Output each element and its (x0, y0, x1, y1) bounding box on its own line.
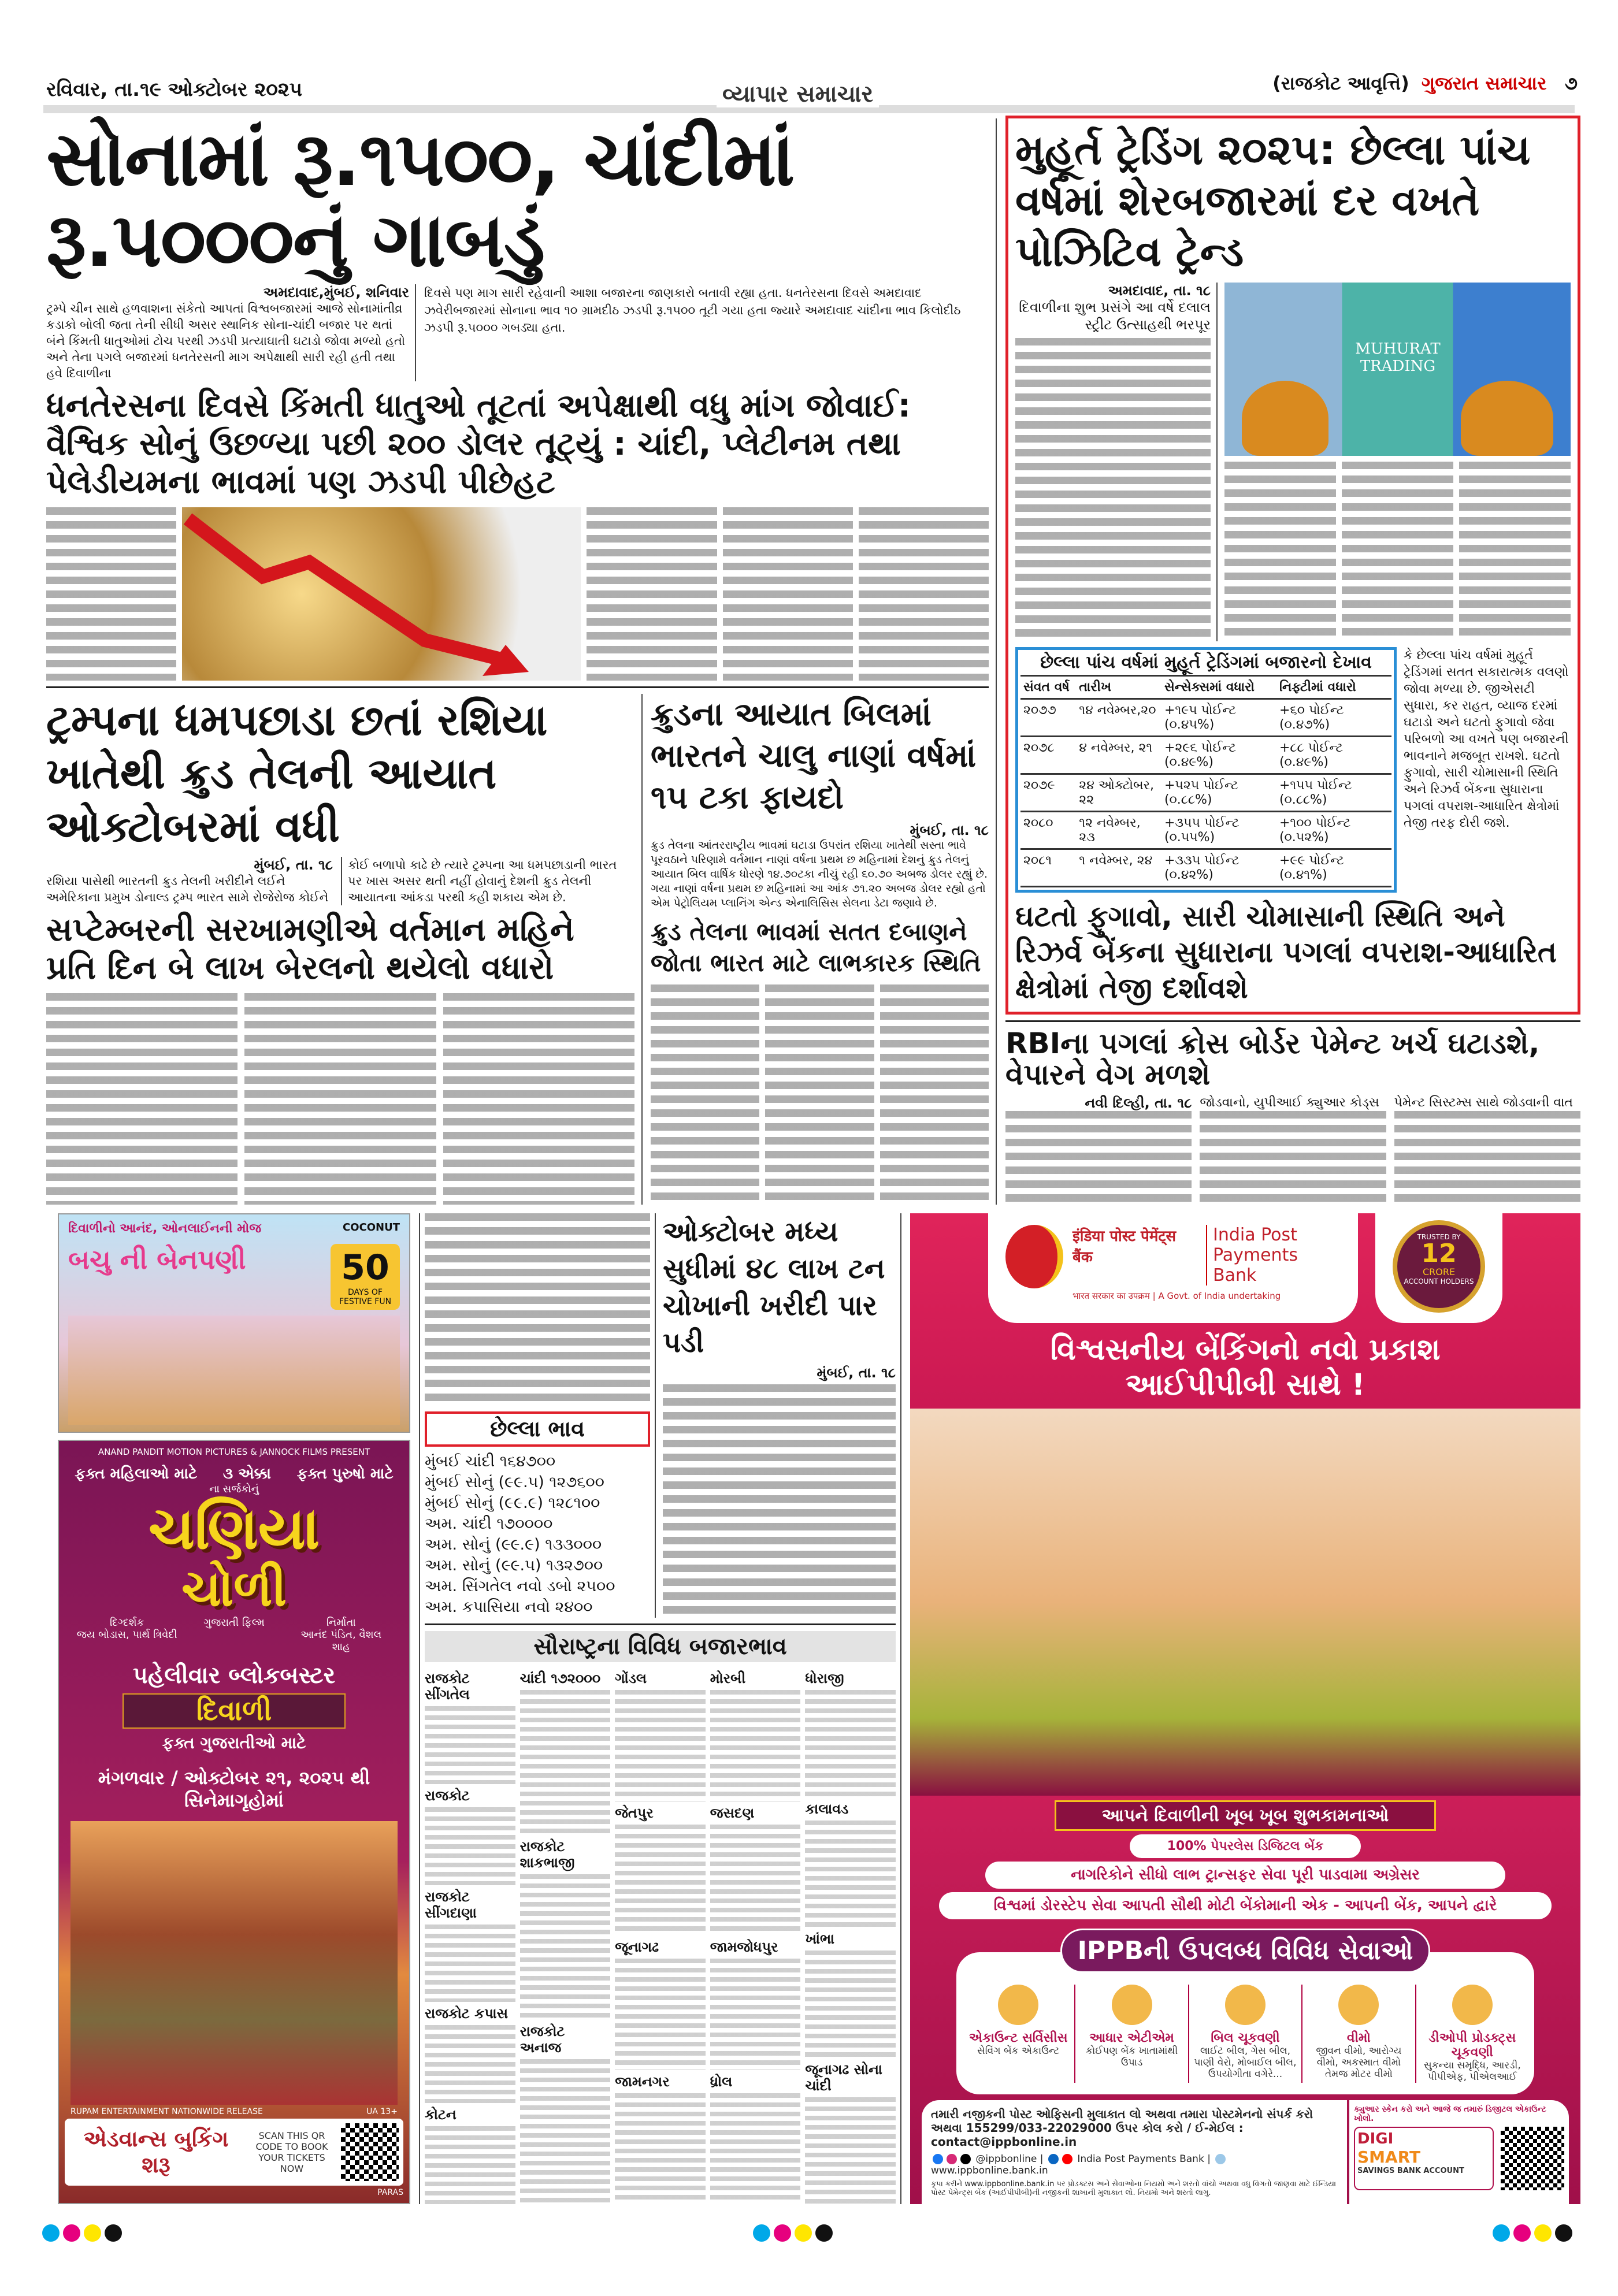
market-name: રાજકોટ શાકભાજી (519, 1838, 575, 1871)
color-registration-marks (40, 2224, 124, 2242)
market-name: ધોરાજી (805, 1670, 844, 1686)
social-row: @ippbonline | India Post Payments Bank | www.ippbonline.bank.in (931, 2153, 1338, 2176)
service-icon (1338, 1985, 1379, 2025)
globe-icon (1215, 2154, 1226, 2164)
ippb-logo-panel (988, 1213, 1358, 1323)
digi-text: DIGI (1357, 2130, 1394, 2148)
ippb-ad[interactable] (910, 1213, 1580, 2204)
trump-crude-lead-2: કોઈ બળાપો કાઢે છે ત્યારે ટ્રમ્પના આ ધમપછાડાની ભારત પર ખાસ અસર થતી નહીં હોવાનું દેશની ક્રુડ તેલની આયાતના આંકડા પરથી કહી શકાય એમ છે. (341, 857, 634, 905)
blockbuster-text: પહેલીવાર બ્લોકબસ્ટર (132, 1662, 336, 1689)
text-column (1005, 1111, 1192, 1205)
services-panel (956, 1952, 1534, 2094)
savings-text: SAVINGS BANK ACCOUNT (1357, 2167, 1464, 2175)
market-name: રાજકોટ સીંગદાણા (425, 1888, 477, 1921)
market-name: જસદણ (710, 1804, 755, 1821)
movie-title: ચોળી (181, 1560, 287, 1618)
latest-prices-list (425, 1451, 650, 1618)
trump-crude-story (46, 694, 643, 1205)
ippb-name: India Post Payments Bank (1206, 1225, 1341, 1286)
service-icon (1112, 1985, 1152, 2025)
col-header: નિફ્ટીમાં વધારો (1276, 677, 1391, 699)
market-columns (425, 1667, 896, 2204)
service-desc: લાઈટ બીલ, ગેસ બીલ, પાણી વેરો, મોબાઈલ બીલ, ઉપયોગીતા વગેરે... (1194, 2045, 1297, 2080)
market-prices (425, 1807, 515, 1885)
rbi-col3-start: પેમેન્ટ સિસ્ટમ્સ સાથે જોડવાની વાત (1394, 1095, 1573, 1110)
smart-text: SMART (1357, 2148, 1421, 2167)
market-name: ધ્રોલ (710, 2073, 733, 2090)
market-name: રાજકોટ અનાજ (519, 2023, 565, 2056)
credit-film: ૩ એક્કા (222, 1465, 271, 1483)
market-prices (710, 2093, 801, 2205)
distributor: RUPAM ENTERTAINMENT NATIONWIDE RELEASE (70, 2107, 263, 2116)
price-item: મુંબઈ ચાંદી ૧૬૪૭૦૦ (425, 1452, 556, 1470)
ippb-headline-2: આઈપીપીબી સાથે ! (1125, 1368, 1365, 1402)
muhurat-trading-image (1224, 283, 1571, 456)
crude-bill-lead: ક્રુડ તેલના આંતરરાષ્ટ્રીય ભાવમાં ઘટાડા ઉપરાંત રશિયા ખાતેથી સસ્તા ભાવે પૂરવઠાને પરિણામે વર્તમાન નાણાં વર્ષના પ્રથમ છ મહિનામાં દેશનું ક્રુડ તેલનું આયાત બિલ વાર્ષિક ધોરણે ૧૪.૭૦ટકા નીચું રહી ૬૦.૭૦ અબજ ડોલર રહ્યું છે. ગયા નાણાં વર્ષના પ્રથમ છ મહિનામાં આ આંક ૭૧.૨૦ અબજ ડોલર રહ્યો હતો એમ પેટ્રોલિયમ પ્લાનિંગ એન્ડ એનાલિસિસ સેલના ડેટા જણાવે છે. (651, 838, 988, 909)
saurashtra-title-bar (425, 1631, 896, 1662)
market-name: જામજોધપુર (710, 1939, 778, 1955)
prices-and-rice (425, 1213, 896, 1618)
service-title: વીમો (1346, 2031, 1371, 2045)
greeting-banner (1055, 1800, 1436, 1831)
market-prices (520, 1874, 611, 2019)
table-cell: ૨૦૮૧ (1020, 849, 1076, 887)
text-column (244, 993, 436, 1205)
gold-lead-2: દિવસે પણ માગ સારી રહેવાની આશા બજારના જાણકારો બતાવી રહ્યા હતા. ધનતેરસના દિવસે અમદાવાદ ઝવેરીબજારમાં સોનાના ભાવ ૧૦ ગ્રામદીઠ ઝડપી રૂ.૧૫૦૦ તૂટી ગયા હતા જ્યારે અમદાવાદ ચાંદીના ભાવ કિલોદીઠ ઝડપી રૂ.૫૦૦૦ ગબડ્યા હતા. (424, 285, 961, 335)
badge-number: 12 (1421, 1239, 1457, 1268)
youtube-icon[interactable] (1062, 2154, 1073, 2164)
doorstep-text: વિશ્વમાં ડોરસ્ટેપ સેવા આપતી સૌથી મોટી બેંકોમાની એક - આપની બેંક, આપને દ્વારે (993, 1897, 1497, 1914)
social-handle[interactable]: @ippbonline (975, 2153, 1037, 2165)
text-column (46, 993, 237, 1205)
muhurat-side-text: કે છેલ્લા પાંચ વર્ષમાં મુહૂર્ત ટ્રેડિંગમાં સતત સકારાત્મક વલણો જોવા મળ્યા છે. જીએસટી સુધારા, કર રાહત, વ્યાજ દરમાં ઘટાડો અને ઘટતો ફુગાવો જેવા પરિબળો આ વખતે પણ બજારની ભાવનાને મજબૂત રાખશે. ઘટતો ફુગાવો, સારી ચોમાસાની સ્થિતિ અને રિઝર્વ બેંકના સુધારાના પગલાં વપરાશ-આધારિત ક્ષેત્રોમાં તેજી તરફ દોરી જશે. (1404, 648, 1569, 830)
from-makers: ના સર્જકોનું (209, 1483, 259, 1495)
section-logo: વ્યાપાર સમાચાર (717, 81, 879, 107)
market-prices (615, 1825, 706, 1936)
market-column (710, 1667, 801, 2204)
date-line: રવિવાર, તા.૧૯ ઓક્ટોબર ૨૦૨૫ (46, 78, 303, 101)
market-column (425, 1667, 515, 2204)
diwali-banner: દિવાળી (123, 1693, 346, 1729)
market-prices (425, 1706, 515, 1784)
table-cell: +૮૮ પોઈન્ટ (૦.૪૯%) (1276, 737, 1391, 774)
dbt-text: નાગરિકોને સીધો લાભ ટ્રાન્સફર સેવા પૂરી પાડવામા અગ્રેસર (1071, 1866, 1420, 1883)
rice-dateline: મુંબઈ, તા. ૧૮ (817, 1365, 896, 1381)
col-header: સંવત વર્ષ (1020, 677, 1076, 699)
credit-film: ફક્ત પુરુષો માટે (296, 1465, 394, 1483)
text-column (1394, 1111, 1580, 1205)
service-desc: સુકન્યા સમૃદ્ધિ, આરડી, પીપીએફ, પીએલઆઈ (1423, 2060, 1521, 2083)
market-name: કોટન (425, 2106, 457, 2123)
contact-info: તમારી નજીકની પોસ્ટ ઓફિસની મુલાકાત લો અથવા તમારા પોસ્ટમેનનો સંપર્ક કરો અથવા 155299/033-22029000 ઉપર કોલ કરો / ઈ-મેઈલ : contact@ippbonline.in (931, 2107, 1313, 2149)
rating-badge: UA 13+ (366, 2107, 398, 2116)
x-icon[interactable] (960, 2154, 971, 2164)
table-cell: +૨૯૬ પોઈન્ટ (૦.૪૯%) (1161, 737, 1276, 774)
muhurat-data-table (1020, 677, 1391, 887)
table-cell: +૯૯ પોઈન્ટ (૦.૪૧%) (1276, 849, 1391, 887)
film-label: ગુજરાતી ફિલ્મ (203, 1616, 265, 1629)
service-item (1302, 1985, 1416, 2083)
table-row (1020, 812, 1391, 849)
rbi-dateline: નવી દિલ્હી, તા. ૧૮ (1085, 1095, 1192, 1111)
brand-logo: COCONUT (343, 1221, 400, 1234)
gold-story (46, 115, 989, 681)
table-cell: +૧૦૦ પોઈન્ટ (૦.૫૨%) (1276, 812, 1391, 849)
gold-lead-1: ટ્રમ્પે ચીન સાથે હળવાશના સંકેતો આપતાં વિશ્વબજારમાં આજે સોનામાંતીવ્ર કડાકો બોલી જતા તેની સીધી અસર સ્થાનિક સોના-ચાંદી બજાર પર થતાં બંને કિંમતી ધાતુઓમાં ટોચ પરથી ઝડપી પ્રત્યાઘાતી ઘટાડો જોવા મળ્યો હતો અને તેના પગલે બજારમાં ધનતેરસની માગ અપેક્ષાથી સારી રહી હતી તથા હવે દિવાળીના (46, 301, 406, 380)
muhurat-lead: દિવાળીના શુભ પ્રસંગે આ વર્ષે દલાલ સ્ટ્રીટ ઉત્સાહથી ભરપૂર (1019, 299, 1211, 333)
masthead (1272, 72, 1578, 95)
market-name: જૂનાગઢ સોના ચાંદી (805, 2061, 882, 2094)
gold-subheadline: ધનતેરસના દિવસે કિંમતી ધાતુઓ તૂટતાં અપેક્ષાથી વધુ માંગ જોવાઈ: વૈશ્વિક સોનું ઉછળ્યા પછી ૨૦૦ ડોલર તૂટ્યું : ચાંદી, પ્લેટીનમ તથા પેલેડીયમના ભાવમાં પણ ઝડપી પીછેહટ (46, 387, 911, 501)
ad-title: બચુ ની બેનપણી (68, 1244, 246, 1275)
market-prices (615, 1959, 706, 2070)
market-name: જૂનાગઢ (615, 1939, 659, 1955)
text-column (859, 507, 989, 681)
digi-smart-logo (1354, 2127, 1494, 2190)
service-desc: સેવિંગ બેંક એકાઉન્ટ (977, 2045, 1060, 2057)
gold-jewellery-image (182, 507, 581, 681)
table-cell: ૧૪ નવેમ્બર,૨૦ (1076, 699, 1161, 737)
rbi-headline: RBIના પગલાં ક્રોસ બોર્ડર પેમેન્ટ ખર્ચ ઘટાડશે, વેપારને વેગ મળશે (1005, 1027, 1540, 1091)
crude-bill-headline: ક્રુડના આયાત બિલમાં ભારતને ચાલુ નાણાં વર્ષમાં ૧૫ ટકા ફાયદો (651, 695, 977, 816)
market-column (615, 1667, 706, 2204)
table-title: છેલ્લા પાંચ વર્ષમાં મુહૂર્ત ટ્રેડિંગમાં બજારનો દેખાવ (1020, 652, 1391, 677)
divider (46, 686, 989, 688)
table-cell: ૨૦૮૦ (1020, 812, 1076, 849)
couple-photo (910, 1409, 1580, 1796)
market-column (805, 1667, 896, 2204)
latest-prices-box (425, 1411, 650, 1447)
ad-tagline: દિવાળીનો આનંદ, ઓનલાઈનની મોજ (68, 1221, 262, 1236)
director-label: દિગ્દર્શક (109, 1616, 144, 1629)
services-title (1060, 1929, 1430, 1973)
text-column (1459, 462, 1571, 641)
market-name: ખાંભા (805, 1931, 835, 1947)
table-row (1020, 849, 1391, 887)
presenter: ANAND PANDIT MOTION PICTURES & JANNOCK FILMS PRESENT (98, 1447, 370, 1457)
gold-body (46, 507, 989, 681)
maker-credits (65, 1465, 403, 1483)
market-prices (805, 1951, 896, 2058)
directors: જય બોડાસ, પાર્થ ત્રિવેદી (76, 1628, 177, 1641)
latest-prices-title: છેલ્લા ભાવ (490, 1416, 585, 1441)
table-cell: +૩૩૫ પોઈન્ટ (૦.૪૨%) (1161, 849, 1276, 887)
divider (1005, 1020, 1580, 1022)
market-prices (805, 1821, 896, 1928)
table-cell: ૧૨ નવેમ્બર, ૨૩ (1076, 812, 1161, 849)
scan-qr-text: SCAN THIS QR CODE TO BOOK YOUR TICKETS NOW (255, 2130, 328, 2174)
days-badge (331, 1244, 400, 1310)
service-title: એકાઉન્ટ સર્વિસીસ (968, 2031, 1068, 2045)
booking-strip[interactable] (65, 2119, 403, 2186)
trump-crude-dateline: મુંબઈ, તા. ૧૮ (254, 856, 333, 873)
service-icon (1225, 1985, 1266, 2025)
instagram-icon[interactable] (947, 2154, 957, 2164)
market-name: જામનગર (615, 2073, 670, 2090)
trump-crude-lead-1: રશિયા પાસેથી ભારતની ક્રુડ તેલની ખરીદીને લઈને અમેરિકાના પ્રમુખ ડોનાલ્ડ ટ્રમ્પ ભારત સામે રોજેરોજ કોઈને (46, 874, 329, 904)
service-desc: કોઈપણ બેંક ખાતામાંથી ઉપાડ (1085, 2045, 1178, 2068)
dbt-pill (985, 1862, 1505, 1889)
crude-bill-story (651, 694, 989, 1205)
ippb-contact-row (922, 2100, 1569, 2204)
table-cell: ૨૦૭૮ (1020, 737, 1076, 774)
page-number: ૭ (1564, 72, 1578, 94)
website-link[interactable]: www.ippbonline.bank.in (931, 2165, 1048, 2176)
badge-unit: CRORE (1422, 1266, 1456, 1277)
price-item: અમ. સોનું (૯૯.૫) ૧૩૨૭૦૦ (425, 1556, 603, 1574)
muhurat-dateline: અમદાવાદ, તા. ૧૮ (1108, 283, 1211, 299)
top-left-region (46, 115, 997, 1205)
qr-note: ક્યુઆર સ્કેન કરો અને આજે જ તમારું ડિજીટલ એકાઉન્ટ ખોલો. (1354, 2105, 1546, 2123)
table-cell: ૪ નવેમ્બર, ૨૧ (1076, 737, 1161, 774)
market-prices (425, 2126, 515, 2204)
muhurat-headline: મુહૂર્ત ટ્રેડિંગ ૨૦૨૫: છેલ્લા પાંચ વર્ષમાં શેરબજારમાં દર વખતે પોઝિટિવ ટ્રેન્ડ (1015, 125, 1531, 276)
credit-film: ફક્ત મહિલાઓ માટે (75, 1465, 198, 1483)
text-column (425, 1213, 650, 1406)
crude-bill-dateline: મુંબઈ, તા. ૧૮ (910, 822, 989, 838)
contact-panel (922, 2100, 1347, 2204)
rbi-story (1005, 1028, 1580, 1205)
movie-title: ચણિયા (148, 1495, 320, 1562)
service-item (1075, 1985, 1189, 2083)
table-cell: ૨૦૭૯ (1020, 774, 1076, 812)
edition: (રાજકોટ આવૃત્તિ) (1272, 72, 1409, 94)
muhurat-table (1015, 647, 1397, 893)
text-column (1342, 462, 1453, 641)
gold-headline: સોનામાં રૂ.૧૫૦૦, ચાંદીમાં રૂ.૫૦૦૦નું ગાબડું (46, 115, 794, 284)
qr-code-icon[interactable] (341, 2123, 399, 2181)
ippb-headline-1: વિશ્વસનીય બેંકિંગનો નવો પ્રકાશ (1050, 1332, 1441, 1367)
doorstep-pill (939, 1892, 1552, 1919)
service-item (1189, 1985, 1302, 2083)
gold-dateline: અમદાવાદ,મુંબઈ, શનિવાર (263, 284, 409, 300)
advance-booking: એડવાન્સ બુકિંગ શરૂ (83, 2126, 229, 2178)
text-column (1200, 1111, 1386, 1205)
muhurat-image-caption: MUHURAT TRADING (1355, 340, 1441, 375)
market-prices (805, 2097, 896, 2205)
trump-body (46, 993, 634, 1205)
text-column (651, 984, 759, 1205)
badge-bottom: ACCOUNT HOLDERS (1404, 1277, 1474, 1286)
text-column (880, 984, 989, 1205)
for-gujaratis: ફક્ત ગુજરાતીઓ માટે (162, 1733, 306, 1752)
linkedin-icon[interactable] (1048, 2154, 1059, 2164)
text-column (46, 507, 176, 681)
color-registration-marks (1491, 2224, 1574, 2242)
ad-credit: PARAS (377, 2188, 403, 2197)
market-prices (425, 2025, 515, 2103)
bottom-left-ads (58, 1213, 410, 2204)
market-column (520, 1667, 611, 2204)
market-name: કાલાવડ (805, 1800, 849, 1817)
services-title-text: IPPBની ઉપલબ્ધ વિવિધ સેવાઓ (1077, 1936, 1413, 1966)
price-item: અમ. સોનું (૯૯.૯) ૧૩૩૦૦૦ (425, 1536, 602, 1554)
saurashtra-title: સૌરાષ્ટ્રના વિવિધ બજારભાવ (533, 1633, 787, 1660)
greeting-text: આપને દિવાળીની ખૂબ ખૂબ શુભકામનાઓ (1101, 1805, 1389, 1826)
color-registration-marks (751, 2224, 834, 2242)
market-name: ચાંદી ૧૭૨૦૦૦ (519, 1670, 601, 1686)
rbi-col2-start: જોડવાનો, યુપીઆઈ ક્યુઆર કોડ્સ (1200, 1095, 1379, 1110)
crude-stories (46, 694, 989, 1205)
paperless-pill (1130, 1834, 1361, 1858)
ippb-top-row (910, 1213, 1580, 1323)
paperless-text: 100% પેપરલેસ ડિજિટલ બેંક (1167, 1839, 1324, 1853)
ippb-logo-icon (1005, 1225, 1063, 1288)
market-prices (710, 1959, 801, 2070)
text-column (1224, 462, 1336, 641)
text-column (443, 993, 634, 1205)
falling-arrow-icon (182, 507, 581, 681)
text-column (587, 507, 717, 681)
market-name: જેતપુર (615, 1804, 654, 1821)
service-title: બિલ ચૂકવણી (1211, 2031, 1280, 2045)
trump-crude-subheadline: સપ્ટેમ્બરની સરખામણીએ વર્તમાન મહિને પ્રતિ દિન બે લાખ બેરલનો થયેલો વધારો (46, 911, 574, 987)
muhurat-box (1005, 116, 1580, 1015)
trusted-badge (1375, 1213, 1502, 1323)
table-cell: ૧ નવેમ્બર, ૨૪ (1076, 849, 1161, 887)
col-header: સેન્સેક્સમાં વધારો (1161, 677, 1276, 699)
qr-code-icon[interactable] (1501, 2127, 1564, 2190)
table-cell: +૫૨૫ પોઈન્ટ (૦.૮૮%) (1161, 774, 1276, 812)
table-cell: +૧૯૫ પોઈન્ટ (૦.૪૫%) (1161, 699, 1276, 737)
market-prices (520, 1690, 611, 1835)
service-title: આધાર એટીએમ (1089, 2031, 1174, 2045)
kalash-icon (1242, 381, 1328, 456)
market-name: મોરબી (710, 1670, 746, 1686)
distribution-strip (65, 2105, 403, 2119)
text-column (723, 507, 853, 681)
trump-crude-headline: ટ્રમ્પના ધમપછાડા છતાં રશિયા ખાતેથી ક્રુડ તેલની આયાત ઓક્ટોબરમાં વધી (46, 695, 548, 852)
table-row (1020, 774, 1391, 812)
producers: આનંદ પંડિત, વૈશલ શાહ (300, 1628, 382, 1653)
price-item: અમ. ચાંદી ૧૭૦૦૦૦ (425, 1515, 553, 1533)
market-prices (425, 1925, 515, 2003)
service-item (962, 1985, 1075, 2083)
table-cell: ૨૦૭૭ (1020, 699, 1076, 737)
kalash-icon (1461, 381, 1553, 456)
ippb-govt: भारत सरकार का उपक्रम | A Govt. of India undertaking (1073, 1291, 1281, 1301)
market-prices (615, 2093, 706, 2205)
paper-name: ગુજરાત સમાચાર (1421, 72, 1547, 94)
service-icon (1452, 1985, 1493, 2025)
in-cinemas: સિનેમાગૃહોમાં (184, 1789, 284, 1811)
crude-bill-subheadline: ક્રુડ તેલના ભાવમાં સતત દબાણને જોતા ભારત માટે લાભકારક સ્થિતિ (651, 917, 981, 977)
crude-bill-body (651, 984, 989, 1205)
table-cell: +૧૫૫ પોઈન્ટ (૦.૮૮%) (1276, 774, 1391, 812)
ippb-hindi-name: इंडिया पोस्ट पेमेंट्स बैंक (1073, 1228, 1177, 1266)
facebook-icon[interactable] (933, 2154, 943, 2164)
days-count: 50 (341, 1247, 389, 1288)
table-row (1020, 737, 1391, 774)
text-column (1015, 338, 1211, 641)
price-item: મુંબઈ સોનું (૯૯.૯) ૧૨૮૧૦૦ (425, 1494, 600, 1512)
terms: કૃપા કરીને www.ippbonline.bank.in પર પ્રોડક્ટસ અને સેવાઓના નિયમો અને શરતો વાંચો અથવા વધુ વિગતો જાણવા માટે ઈન્ડિયા પોસ્ટ પેમેન્ટ્સ બેંક (આઈપીપીબી)ની નજીકની શાખાની મુલાકાત લો. નિયમો અને શરતો લાગુ. (931, 2180, 1337, 2197)
market-name: રાજકોટ (425, 1787, 470, 1804)
text-column (765, 984, 874, 1205)
badge-top: TRUSTED BY (1417, 1233, 1461, 1241)
release-date: મંગળવાર / ઓક્ટોબર ૨૧, ૨૦૨૫ થી (98, 1766, 370, 1789)
chaniya-choli-ad[interactable] (58, 1440, 410, 2204)
table-row (1020, 699, 1391, 737)
price-item: અમ. સિંગતેલ નવો ડબો ૨૫૦૦ (425, 1577, 615, 1595)
market-name: રાજકોટ કપાસ (425, 2005, 509, 2022)
cast-photo (70, 1821, 398, 2105)
top-right-region (1005, 116, 1580, 1205)
market-prices (710, 1825, 801, 1936)
muhurat-body (1015, 283, 1571, 641)
divider (425, 1623, 896, 1625)
producer-label: નિર્માતા (326, 1616, 356, 1629)
market-name: ગોંડલ (615, 1670, 647, 1686)
market-name: રાજકોટ સીંગતેલ (425, 1670, 470, 1703)
cast-photo (68, 1316, 400, 1425)
table-cell: +૬૦ પોઈન્ટ (૦.૪૭%) (1276, 699, 1391, 737)
muhurat-bottom-headline: ઘટતો ફુગાવો, સારી ચોમાસાની સ્થિતિ અને રિઝર્વ બેંકના સુધારાના પગલાં વપરાશ-આધારિત ક્ષેત્રોમાં તેજી દર્શાવશે (1015, 900, 1557, 1005)
social-name[interactable]: India Post Payments Bank (1077, 2153, 1204, 2165)
bottom-middle-region (419, 1213, 901, 2204)
service-title: ડીઓપી પ્રોડક્ટ્સ ચૂકવણી (1428, 2031, 1516, 2060)
service-item (1416, 1985, 1528, 2083)
muhurat-columns (1224, 462, 1571, 641)
market-prices (710, 1690, 801, 1801)
table-cell: +૩૫૫ પોઈન્ટ (૦.૫૫%) (1161, 812, 1276, 849)
rice-headline: ઓક્ટોબર મધ્ય સુધીમાં ૪૮ લાખ ટન ચોખાની ખરીદી પાર પડી (663, 1216, 885, 1359)
price-item: અમ. કપાસિયા નવો ૨૪૦૦ (425, 1598, 593, 1616)
bachu-ni-benpani-ad[interactable] (58, 1213, 410, 1433)
crew-credits (65, 1617, 403, 1653)
service-desc: જીવન વીમો, આરોગ્ય વીમો, અકસ્માત વીમો તેમજ મોટર વીમો (1316, 2045, 1402, 2080)
market-prices (615, 1690, 706, 1801)
text-column (663, 1384, 896, 1618)
market-prices (520, 2059, 611, 2204)
gold-leads (46, 284, 989, 381)
col-header: તારીખ (1076, 677, 1161, 699)
market-prices (805, 1690, 896, 1797)
price-item: મુંબઈ સોનું (૯૯.૫) ૧૨૭૬૦૦ (425, 1473, 604, 1491)
digi-panel (1349, 2100, 1569, 2204)
muhurat-table-row (1015, 647, 1571, 893)
days-label: DAYS OF FESTIVE FUN (339, 1288, 392, 1306)
service-icon (998, 1985, 1038, 2025)
table-cell: ૨૪ ઓક્ટોબર, ૨૨ (1076, 774, 1161, 812)
